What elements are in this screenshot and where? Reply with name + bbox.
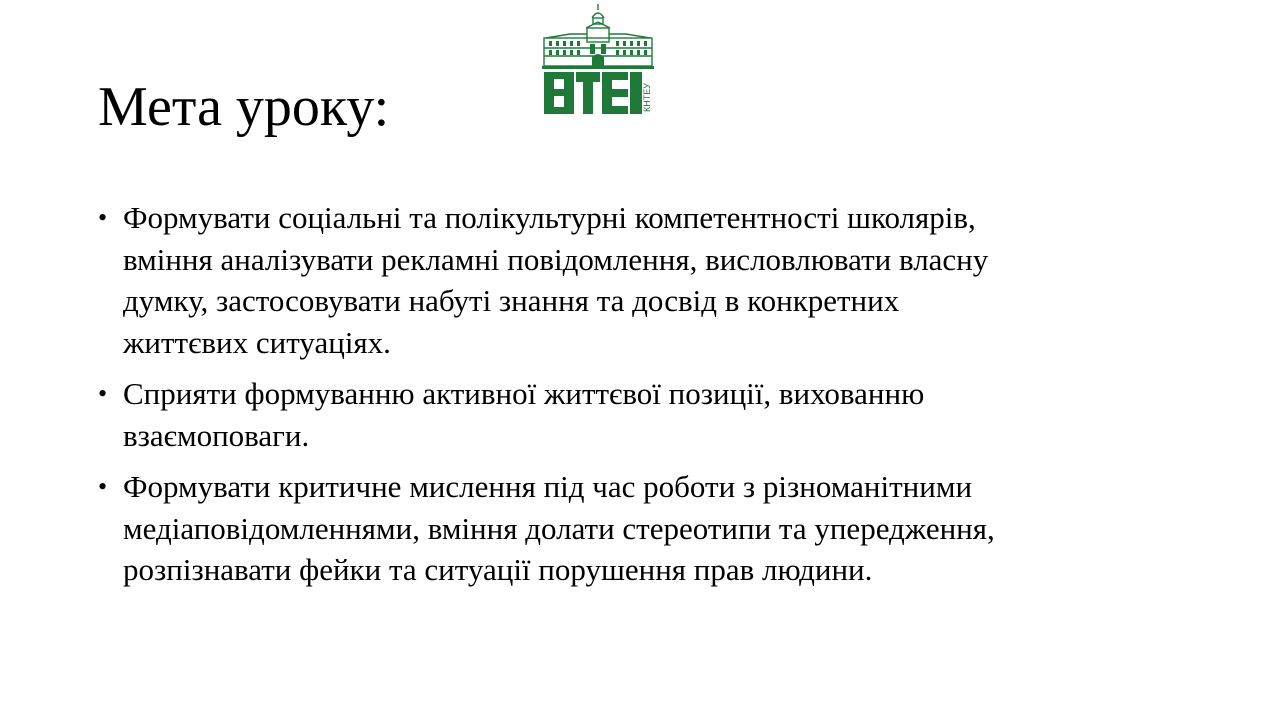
bullet-line: взаємоповаги. — [123, 417, 310, 453]
bullet-icon: • — [98, 203, 108, 232]
bullet-line: вміння аналізувати рекламні повідомлення, висловлювати власну — [123, 241, 989, 277]
bullet-line: медіаповідомленнями, вміння долати стереотипи та упередження, — [123, 510, 995, 546]
list-item — [96, 373, 1216, 456]
slide-title: Мета уроку: — [98, 76, 390, 138]
logo-side-text: КНТЕУ — [642, 83, 652, 112]
list-item — [96, 197, 1216, 363]
bullet-line: розпізнавати фейки та ситуації порушення прав людини. — [123, 552, 873, 587]
university-building-logo-icon — [540, 4, 656, 116]
bullet-line: Формувати соціальні та полікультурні компетентності школярів, — [123, 200, 976, 235]
list-item — [96, 466, 1216, 591]
bullet-icon: • — [98, 472, 108, 501]
bullet-icon: • — [98, 379, 108, 408]
bullet-line: Формувати критичне мислення під час роботи з різноманітними — [123, 469, 973, 504]
bullet-line: Сприяти формуванню активної життєвої позиції, вихованню — [123, 376, 925, 411]
bullet-line: життєвих ситуаціях. — [123, 324, 391, 360]
bullet-line: думку, застосовувати набуті знання та досвід в конкретних — [123, 283, 900, 318]
goals-list — [96, 197, 1216, 601]
